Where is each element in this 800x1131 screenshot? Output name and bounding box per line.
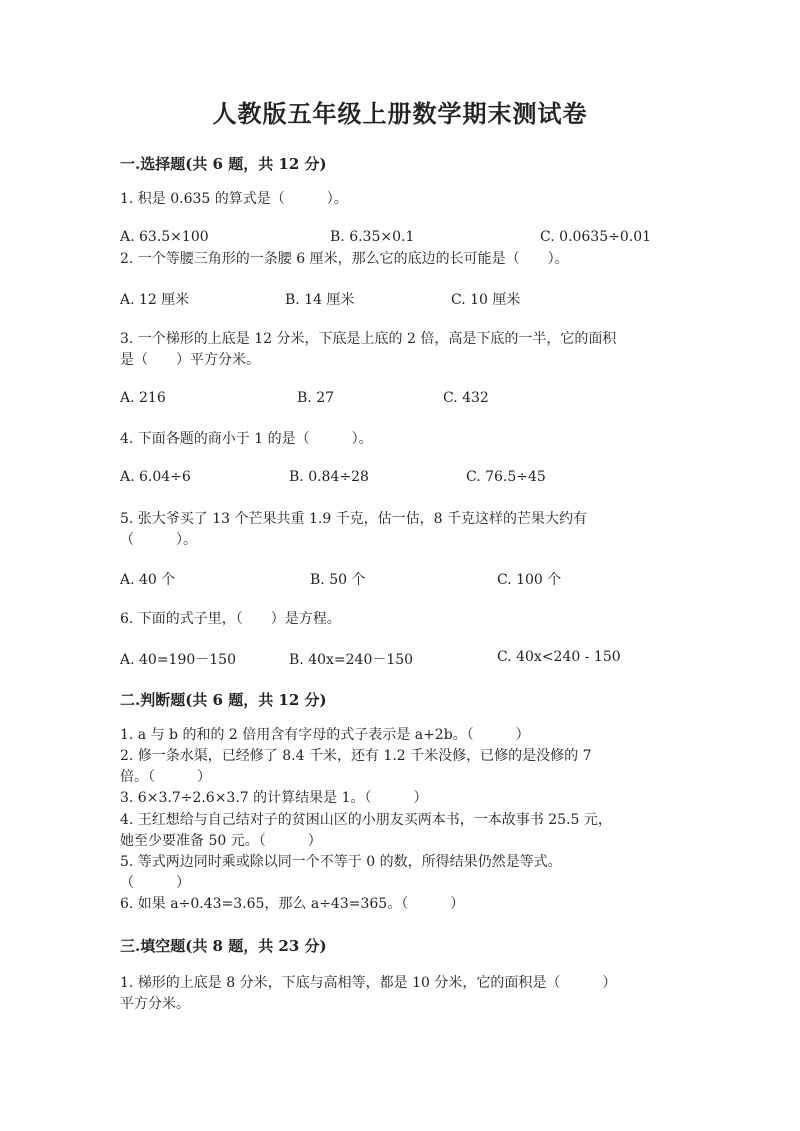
choice-q1-option-c: C. 0.0635÷0.01 — [540, 229, 652, 245]
choice-q1-text: 1. 积是 0.635 的算式是（ ）。 — [120, 191, 348, 207]
choice-q1-option-a: A. 63.5×100 — [120, 229, 209, 245]
judge-q6: 6. 如果 a÷0.43=3.65，那么 a÷43=365。（ ） — [120, 896, 465, 912]
choice-q6-option-b: B. 40x=240－150 — [289, 652, 414, 668]
choice-q1-option-b: B. 6.35×0.1 — [330, 229, 415, 245]
choice-q4-option-a: A. 6.04÷6 — [120, 469, 191, 485]
choice-q5-line2: （ ）。 — [120, 532, 197, 548]
choice-q2-option-c: C. 10 厘米 — [451, 292, 521, 308]
choice-q2-option-a: A. 12 厘米 — [120, 292, 190, 308]
choice-q3-option-a: A. 216 — [120, 390, 166, 406]
judge-q2-line2: 倍。（ ） — [120, 769, 211, 785]
choice-q5-option-b: B. 50 个 — [310, 572, 366, 588]
choice-q2-text: 2. 一个等腰三角形的一条腰 6 厘米，那么它的底边的长可能是（ ）。 — [120, 251, 569, 267]
judge-q5-line1: 5. 等式两边同时乘或除以同一个不等于 0 的数，所得结果仍然是等式。 — [120, 854, 562, 870]
choice-q5-option-c: C. 100 个 — [497, 572, 562, 588]
choice-q4-option-c: C. 76.5÷45 — [466, 469, 546, 485]
choice-q2-option-b: B. 14 厘米 — [285, 292, 355, 308]
page-title: 人教版五年级上册数学期末测试卷 — [212, 99, 588, 128]
choice-q4-option-b: B. 0.84÷28 — [289, 469, 369, 485]
judge-q4-line1: 4. 王红想给与自己结对子的贫困山区的小朋友买两本书，一本故事书 25.5 元， — [120, 812, 612, 828]
fill-q1-line2: 平方分米。 — [120, 996, 190, 1012]
section-judge-heading: 二.判断题(共 6 题，共 12 分) — [120, 691, 327, 709]
section-choice-heading: 一.选择题(共 6 题，共 12 分) — [120, 155, 327, 173]
choice-q6-text: 6. 下面的式子里，（ ）是方程。 — [120, 611, 341, 627]
choice-q3-line2: 是（ ）平方分米。 — [120, 352, 260, 368]
judge-q1: 1. a 与 b 的和的 2 倍用含有字母的式子表示是 a+2b。（ ） — [120, 727, 530, 743]
choice-q4-text: 4. 下面各题的商小于 1 的是（ ）。 — [120, 431, 373, 447]
judge-q3: 3. 6×3.7÷2.6×3.7 的计算结果是 1。（ ） — [120, 790, 428, 806]
judge-q4-line2: 她至少要准备 50 元。（ ） — [120, 833, 322, 849]
judge-q2-line1: 2. 修一条水渠，已经修了 8.4 千米，还有 1.2 千米没修，已修的是没修的 7 — [120, 748, 592, 764]
section-fill-heading: 三.填空题(共 8 题，共 23 分) — [120, 937, 327, 955]
choice-q3-line1: 3. 一个梯形的上底是 12 分米，下底是上底的 2 倍，高是下底的一半，它的面积 — [120, 331, 617, 347]
choice-q5-option-a: A. 40 个 — [120, 572, 176, 588]
judge-q5-line2: （ ） — [120, 875, 190, 891]
choice-q6-option-c: C. 40x<240 - 150 — [497, 649, 621, 665]
fill-q1-line1: 1. 梯形的上底是 8 分米，下底与高相等，都是 10 分米，它的面积是（ ） — [120, 975, 617, 991]
choice-q5-line1: 5. 张大爷买了 13 个芒果共重 1.9 千克，估一估，8 千克这样的芒果大约有 — [120, 511, 588, 527]
choice-q6-option-a: A. 40=190－150 — [120, 652, 236, 668]
choice-q3-option-b: B. 27 — [297, 390, 335, 406]
choice-q3-option-c: C. 432 — [443, 390, 489, 406]
